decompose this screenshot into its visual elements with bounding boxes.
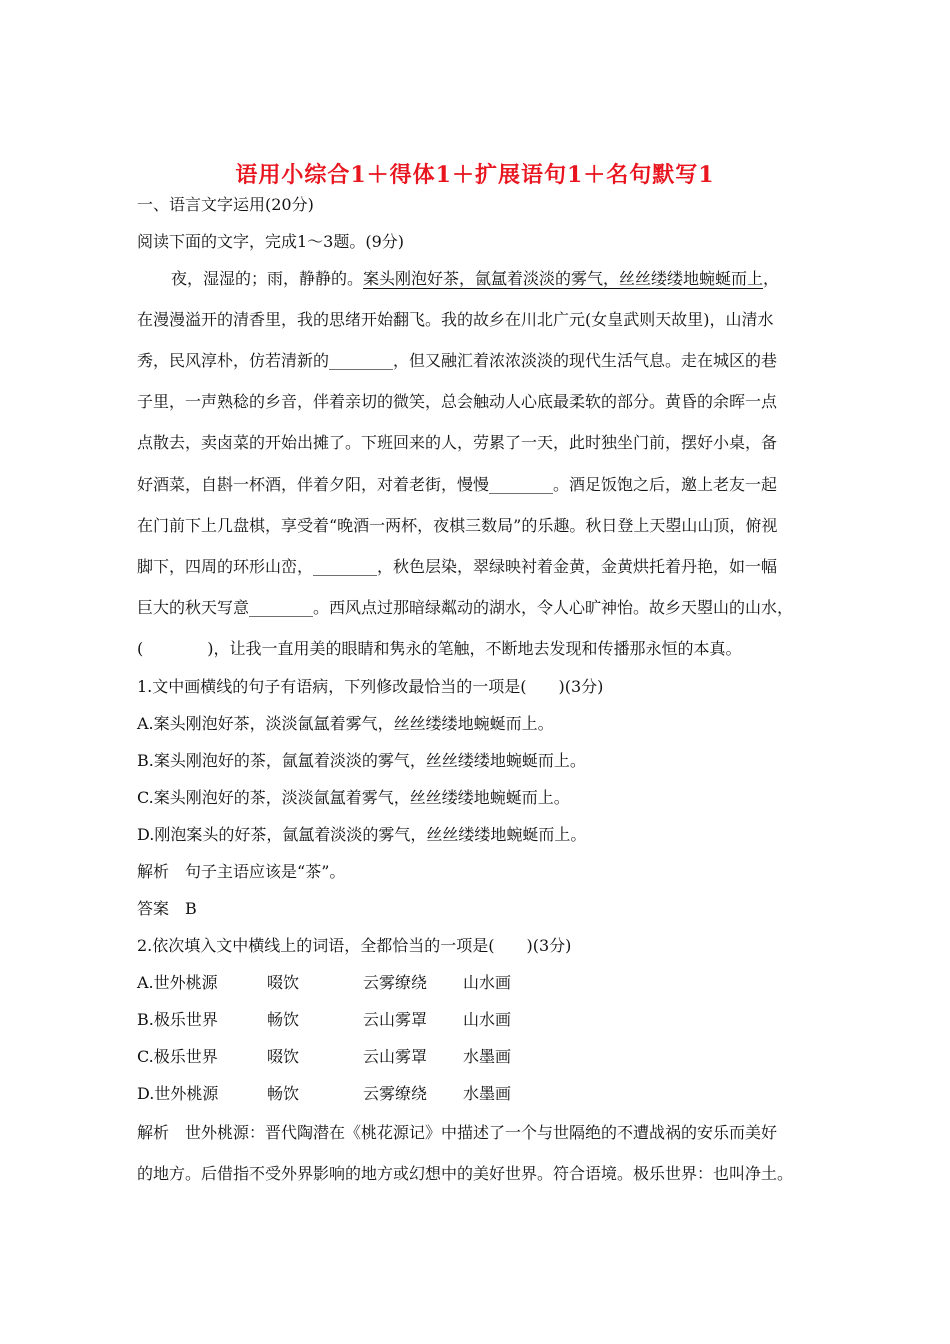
q1-option-d: D.刚泡案头的好茶，氤氲着淡淡的雾气，丝丝缕缕地蜿蜒而上。 (137, 825, 587, 844)
option-cell: 水墨画 (463, 1047, 512, 1066)
option-cell: 水墨画 (463, 1084, 512, 1103)
passage-line: 在漫漫溢开的清香里，我的思绪开始翻飞。我的故乡在川北广元(女皇武则天故里)，山清水 (137, 310, 774, 329)
passage-line: 好酒菜，自斟一杯酒，伴着夕阳，对着老街，慢慢________。酒足饭饱之后，邀上老友一起 (137, 475, 778, 494)
option-cell: A.世外桃源 (137, 973, 218, 992)
question-1-stem: 1.文中画横线的句子有语病，下列修改最恰当的一项是( )(3分) (137, 677, 604, 696)
instruction: 阅读下面的文字，完成1～3题。(9分) (137, 232, 405, 251)
q1-option-a: A.案头刚泡好茶，淡淡氤氲着雾气，丝丝缕缕地蜿蜒而上。 (137, 714, 554, 733)
analysis-label: 解析 (137, 862, 170, 881)
option-cell: 畅饮 (267, 1084, 300, 1103)
option-cell: 山水画 (463, 1010, 512, 1029)
page-title: 语用小综合1＋得体1＋扩展语句1＋名句默写1 (235, 162, 715, 188)
passage-line: 子里，一声熟稔的乡音，伴着亲切的微笑，总会触动人心底最柔软的部分。黄昏的余晖一点 (137, 392, 778, 411)
section-heading: 一、语言文字运用(20分) (137, 195, 314, 214)
option-cell: D.世外桃源 (137, 1084, 219, 1103)
q1-option-c: C.案头刚泡好的茶，淡淡氤氲着雾气，丝丝缕缕地蜿蜒而上。 (137, 788, 570, 807)
q1-option-b: B.案头刚泡好的茶，氤氲着淡淡的雾气，丝丝缕缕地蜿蜒而上。 (137, 751, 586, 770)
option-cell: 山水画 (463, 973, 512, 992)
option-cell: 畅饮 (267, 1010, 300, 1029)
question-2-stem: 2.依次填入文中横线上的词语，全都恰当的一项是( )(3分) (137, 936, 572, 955)
analysis-text: 句子主语应该是“茶”。 (185, 862, 346, 881)
option-cell: 云山雾罩 (363, 1047, 428, 1066)
q2-analysis-cont: 的地方。后借指不受外界影响的地方或幻想中的美好世界。符合语境。极乐世界：也叫净土。 (137, 1164, 794, 1183)
option-cell: C.极乐世界 (137, 1047, 218, 1066)
q2-option-c (137, 1046, 827, 1068)
passage-line: ( )，让我一直用美的眼睛和隽永的笔触，不断地去发现和传播那永恒的本真。 (137, 639, 742, 658)
passage-text: 夜，湿湿的；雨，静静的。 (171, 269, 364, 288)
q2-option-d (137, 1083, 827, 1105)
passage-line: 在门前下上几盘棋，享受着“晚酒一两杯，夜棋三数局”的乐趣。秋日登上天曌山山顶，俯视 (137, 516, 778, 535)
option-cell: 云雾缭绕 (363, 1084, 428, 1103)
passage-line: 点散去，卖卤菜的开始出摊了。下班回来的人，劳累了一天，此时独坐门前，摆好小桌，备 (137, 433, 778, 452)
analysis-text: 世外桃源：晋代陶潜在《桃花源记》中描述了一个与世隔绝的不遭战祸的安乐而美好 (185, 1123, 778, 1142)
passage-line: 秀，民风淳朴，仿若清新的________，但又融汇着浓浓淡淡的现代生活气息。走在城区的巷 (137, 351, 778, 370)
analysis-label: 解析 (137, 1123, 170, 1142)
option-cell: 啜饮 (267, 973, 300, 992)
option-cell: 云山雾罩 (363, 1010, 428, 1029)
q2-analysis (137, 1122, 827, 1144)
passage-text: ， (763, 269, 780, 288)
option-cell: 啜饮 (267, 1047, 300, 1066)
passage-line: 巨大的秋天写意________。西风点过那暗绿粼动的湖水，令人心旷神怡。故乡天曌山的山水， (137, 598, 794, 617)
answer-value: B (185, 899, 197, 918)
underlined-sentence: 案头刚泡好茶，氤氲着淡淡的雾气，丝丝缕缕地蜿蜒而上 (363, 269, 764, 288)
q2-option-b (137, 1009, 827, 1031)
q1-answer (137, 898, 827, 920)
q1-analysis (137, 861, 827, 883)
passage-line: 脚下，四周的环形山峦，________，秋色层染，翠绿映衬着金黄，金黄烘托着丹艳，如一幅 (137, 557, 778, 576)
passage-line (171, 268, 861, 290)
answer-label: 答案 (137, 899, 170, 918)
q2-option-a (137, 972, 827, 994)
option-cell: 云雾缭绕 (363, 973, 428, 992)
option-cell: B.极乐世界 (137, 1010, 218, 1029)
